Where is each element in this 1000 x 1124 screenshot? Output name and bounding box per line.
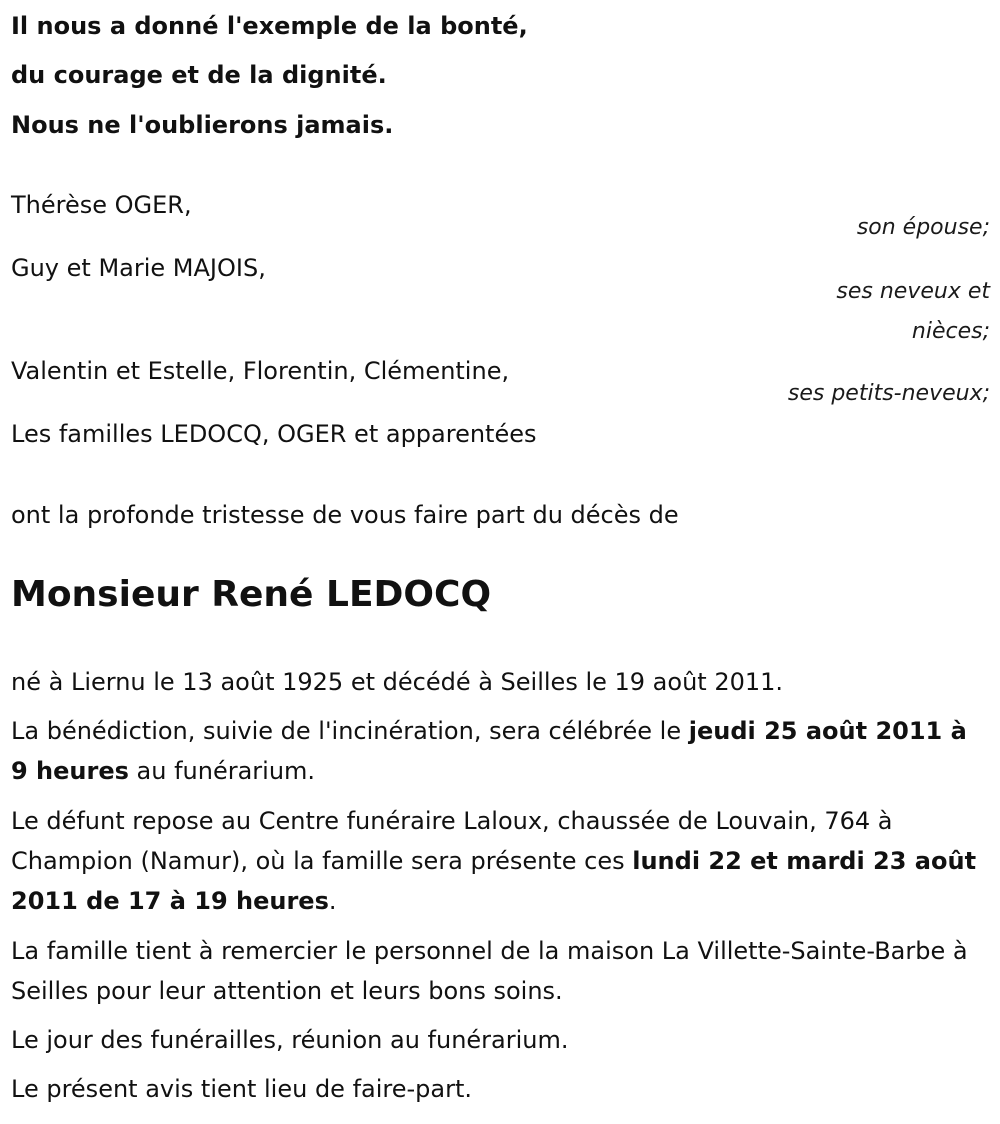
reunion-text: Le jour des funérailles, réunion au funérarium.: [11, 1026, 569, 1054]
epitaph-line-3: Nous ne l'oublierons jamais.: [11, 111, 394, 139]
thanks-text: La famille tient à remercier le personnel de la maison La Villette-Sainte-Barbe à Seilles pour leur attention et leurs bons soins.: [11, 937, 968, 1005]
ceremony-text: [11, 711, 989, 791]
family-member-name: Les familles LEDOCQ, OGER et apparentées: [11, 420, 537, 448]
family-member-relation: son épouse;: [856, 215, 990, 240]
ceremony-text-end: au funérarium.: [128, 757, 316, 785]
birth-death-text: né à Liernu le 13 août 1925 et décédé à Seilles le 19 août 2011.: [11, 668, 784, 696]
rest-text-end: .: [328, 887, 337, 915]
family-member-relation: nièces;: [911, 319, 990, 344]
family-member-name: Guy et Marie MAJOIS,: [11, 254, 266, 282]
ceremony-date: jeudi 25 août 2011 à 9 heures: [11, 717, 967, 785]
ceremony-text-start: La bénédiction, suivie de l'incinération, sera célébrée le: [11, 717, 689, 745]
announcement-text: ont la profonde tristesse de vous faire part du décès de: [11, 501, 679, 529]
deceased-name: Monsieur René LEDOCQ: [11, 574, 492, 615]
rest-text-start: Le défunt repose au Centre funéraire Laloux, chaussée de Louvain, 764 à Champion (Namur), où la famille sera présente ces: [11, 807, 893, 875]
family-member-relation: ses petits-neveux;: [787, 381, 990, 406]
rest-text: [11, 801, 989, 921]
visiting-dates: lundi 22 et mardi 23 août 2011 de 17 à 19 heures: [11, 847, 977, 915]
family-member-name: Thérèse OGER,: [11, 191, 192, 219]
family-member-name: Valentin et Estelle, Florentin, Clémentine,: [11, 357, 510, 385]
family-member-relation: ses neveux et: [836, 279, 990, 304]
notice-text: Le présent avis tient lieu de faire-part.: [11, 1075, 473, 1103]
epitaph-line-2: du courage et de la dignité.: [11, 61, 387, 89]
epitaph-line-1: Il nous a donné l'exemple de la bonté,: [11, 12, 528, 40]
